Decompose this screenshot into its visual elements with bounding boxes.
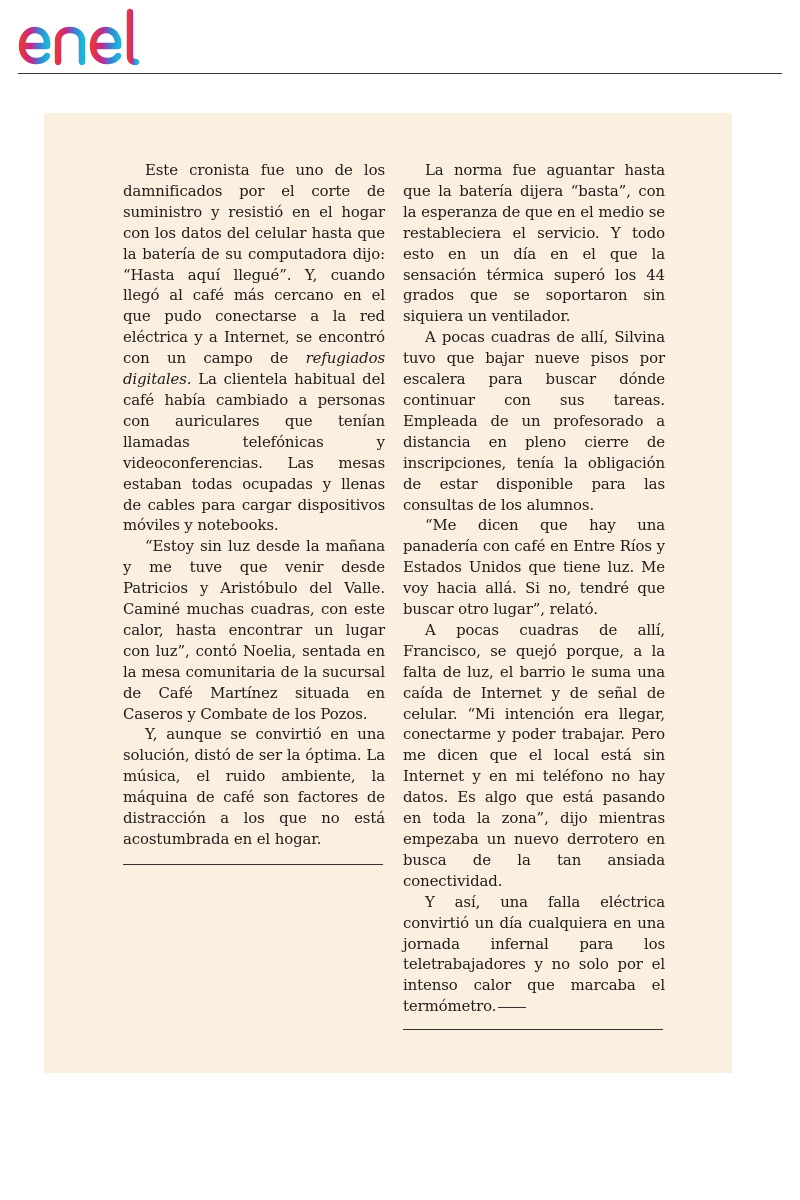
- paragraph: [123, 160, 385, 536]
- header-divider: [18, 73, 782, 74]
- emphasis-text: refugiados digitales: [123, 349, 385, 389]
- paragraph-text: . La clientela habitual del café había cambiado a personas con auriculares que tenían llamadas telefónicas y videoconferencias. Las mesas estaban todas ocupadas y llenas de cables para cargar dispositivos móviles y notebooks.: [123, 370, 385, 535]
- enel-logo: [14, 6, 174, 70]
- paragraph: A pocas cuadras de allí, Silvina tuvo que bajar nueve pisos por escalera para buscar dónde continuar con sus tareas. Empleada de un profesorado a distancia en pleno cierre de inscripciones, tenía la obligación de estar disponible para las consultas de los alumnos.: [403, 328, 665, 514]
- article-column-right: [403, 160, 665, 1030]
- end-mark: [498, 1007, 526, 1008]
- paragraph: Y, aunque se convirtió en una solución, distó de ser la óptima. La música, el ruido ambiente, la máquina de café son factores de distracción a los que no está acostumbrada en el hogar.: [123, 725, 385, 848]
- paragraph-text: Y así, una falla eléctrica convirtió un día cualquiera en una jornada infernal para los teletrabajadores y no solo por el intenso calor que marcaba el termómetro.: [403, 892, 665, 1016]
- article-clipping: [44, 113, 732, 1073]
- paragraph: “Me dicen que hay una panadería con café en Entre Ríos y Estados Unidos que tiene luz. Me voy hacia allá. Si no, tendré que buscar otro lugar”, relató.: [403, 516, 665, 619]
- enel-logo-icon: [14, 6, 174, 70]
- paragraph: “Estoy sin luz desde la mañana y me tuve que venir desde Patricios y Aristóbulo del Valle. Caminé muchas cuadras, con este calor, hasta encontrar un lugar con luz”, contó Noelia, sentada en la mesa comunitaria de la sucursal de Café Martínez situada en Caseros y Combate de los Pozos.: [123, 537, 385, 723]
- column-end-rule: [403, 1029, 663, 1030]
- article-column-left: [123, 160, 385, 865]
- paragraph-final: [403, 892, 665, 1017]
- paragraph-text: Este cronista fue uno de los damnificados por el corte de suministro y resistió en el hogar con los datos del celular hasta que la batería de su computadora dijo: “Hasta aquí llegué”. Y, cuando llegó al café más cercano en el que pudo conectarse a la red eléctrica y a Internet, se encontró con un campo de: [123, 161, 385, 368]
- paragraph: La norma fue aguantar hasta que la batería dijera “basta”, con la esperanza de que en el medio se restableciera el servicio. Y todo esto en un día en el que la sensación térmica superó los 44 grados que se soportaron sin siquiera un ventilador.: [403, 161, 665, 326]
- column-end-rule: [123, 864, 383, 865]
- paragraph: A pocas cuadras de allí, Francisco, se quejó porque, a la falta de luz, el barrio le suma una caída de Internet y de señal de celular. “Mi intención era llegar, conectarme y poder trabajar. Pero me dicen que el local está sin Internet y en mi teléfono no hay datos. Es algo que está pasando en toda la zona”, dijo mientras empezaba un nuevo derrotero en busca de la tan ansiada conectividad.: [403, 620, 665, 890]
